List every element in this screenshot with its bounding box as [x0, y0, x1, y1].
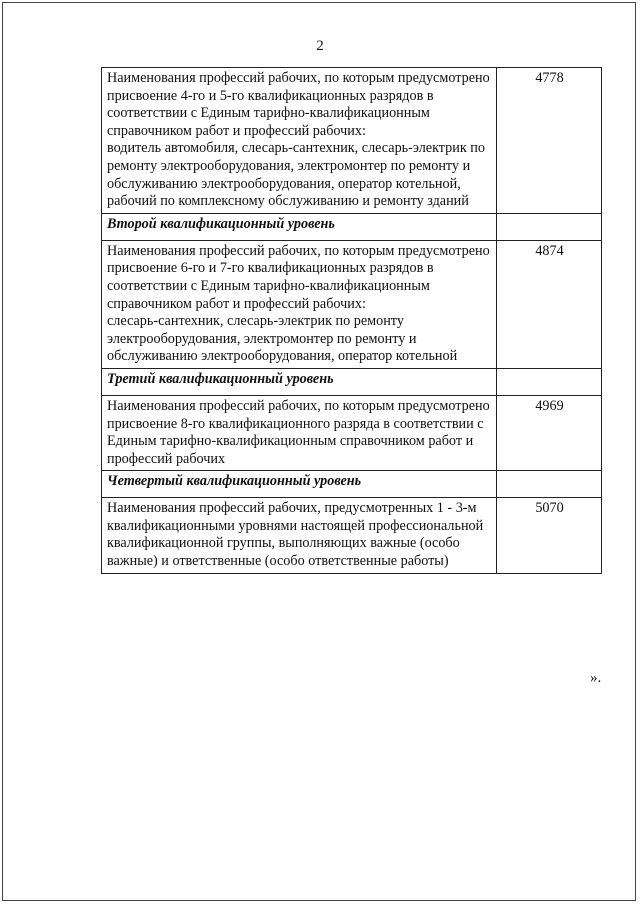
profession-description: Наименования профессий рабочих, предусмотренных 1 - 3-м квалификационными уровнями настоящей профессиональной квалификационной группы, выполняющих важные (особо важные) и ответственные (особо ответственные работы)	[102, 498, 497, 573]
table-row	[102, 240, 602, 368]
qualification-level-title: Второй квалификационный уровень	[102, 213, 497, 240]
table-row	[102, 498, 602, 573]
empty-value-cell	[497, 213, 602, 240]
empty-value-cell	[497, 471, 602, 498]
salary-table	[101, 67, 602, 574]
salary-value: 4969	[497, 395, 602, 470]
salary-value: 4778	[497, 68, 602, 214]
profession-description: Наименования профессий рабочих, по которым предусмотрено присвоение 8-го квалификационного разряда в соответствии с Единым тарифно-квалификационным справочником работ и профессий рабочих	[102, 395, 497, 470]
level-header-row	[102, 368, 602, 395]
qualification-level-title: Третий квалификационный уровень	[102, 368, 497, 395]
empty-value-cell	[497, 368, 602, 395]
salary-value: 5070	[497, 498, 602, 573]
page-number: 2	[316, 38, 324, 54]
table-row	[102, 68, 602, 214]
level-header-row	[102, 213, 602, 240]
closing-quote-mark: ».	[590, 670, 602, 686]
profession-description: Наименования профессий рабочих, по которым предусмотрено присвоение 6-го и 7-го квалификационных разрядов в соответствии с Единым тарифно-квалификационным справочником работ и профессий рабочих: слесарь-сантехник, слесарь-электрик по ремонту электрооборудования, электромонтер по ремонту и обслуживанию электрооборудования, оператор котельной	[102, 240, 497, 368]
qualification-level-title: Четвертый квалификационный уровень	[102, 471, 497, 498]
table-row	[102, 395, 602, 470]
salary-value: 4874	[497, 240, 602, 368]
profession-description: Наименования профессий рабочих, по которым предусмотрено присвоение 4-го и 5-го квалификационных разрядов в соответствии с Единым тарифно-квалификационным справочником работ и профессий рабочих: водитель автомобиля, слесарь-сантехник, слесарь-электрик по ремонту электрооборудования, электромонтер по ремонту и обслуживанию электрооборудования, оператор котельной, рабочий по комплексному обслуживанию и ремонту зданий	[102, 68, 497, 214]
level-header-row	[102, 471, 602, 498]
